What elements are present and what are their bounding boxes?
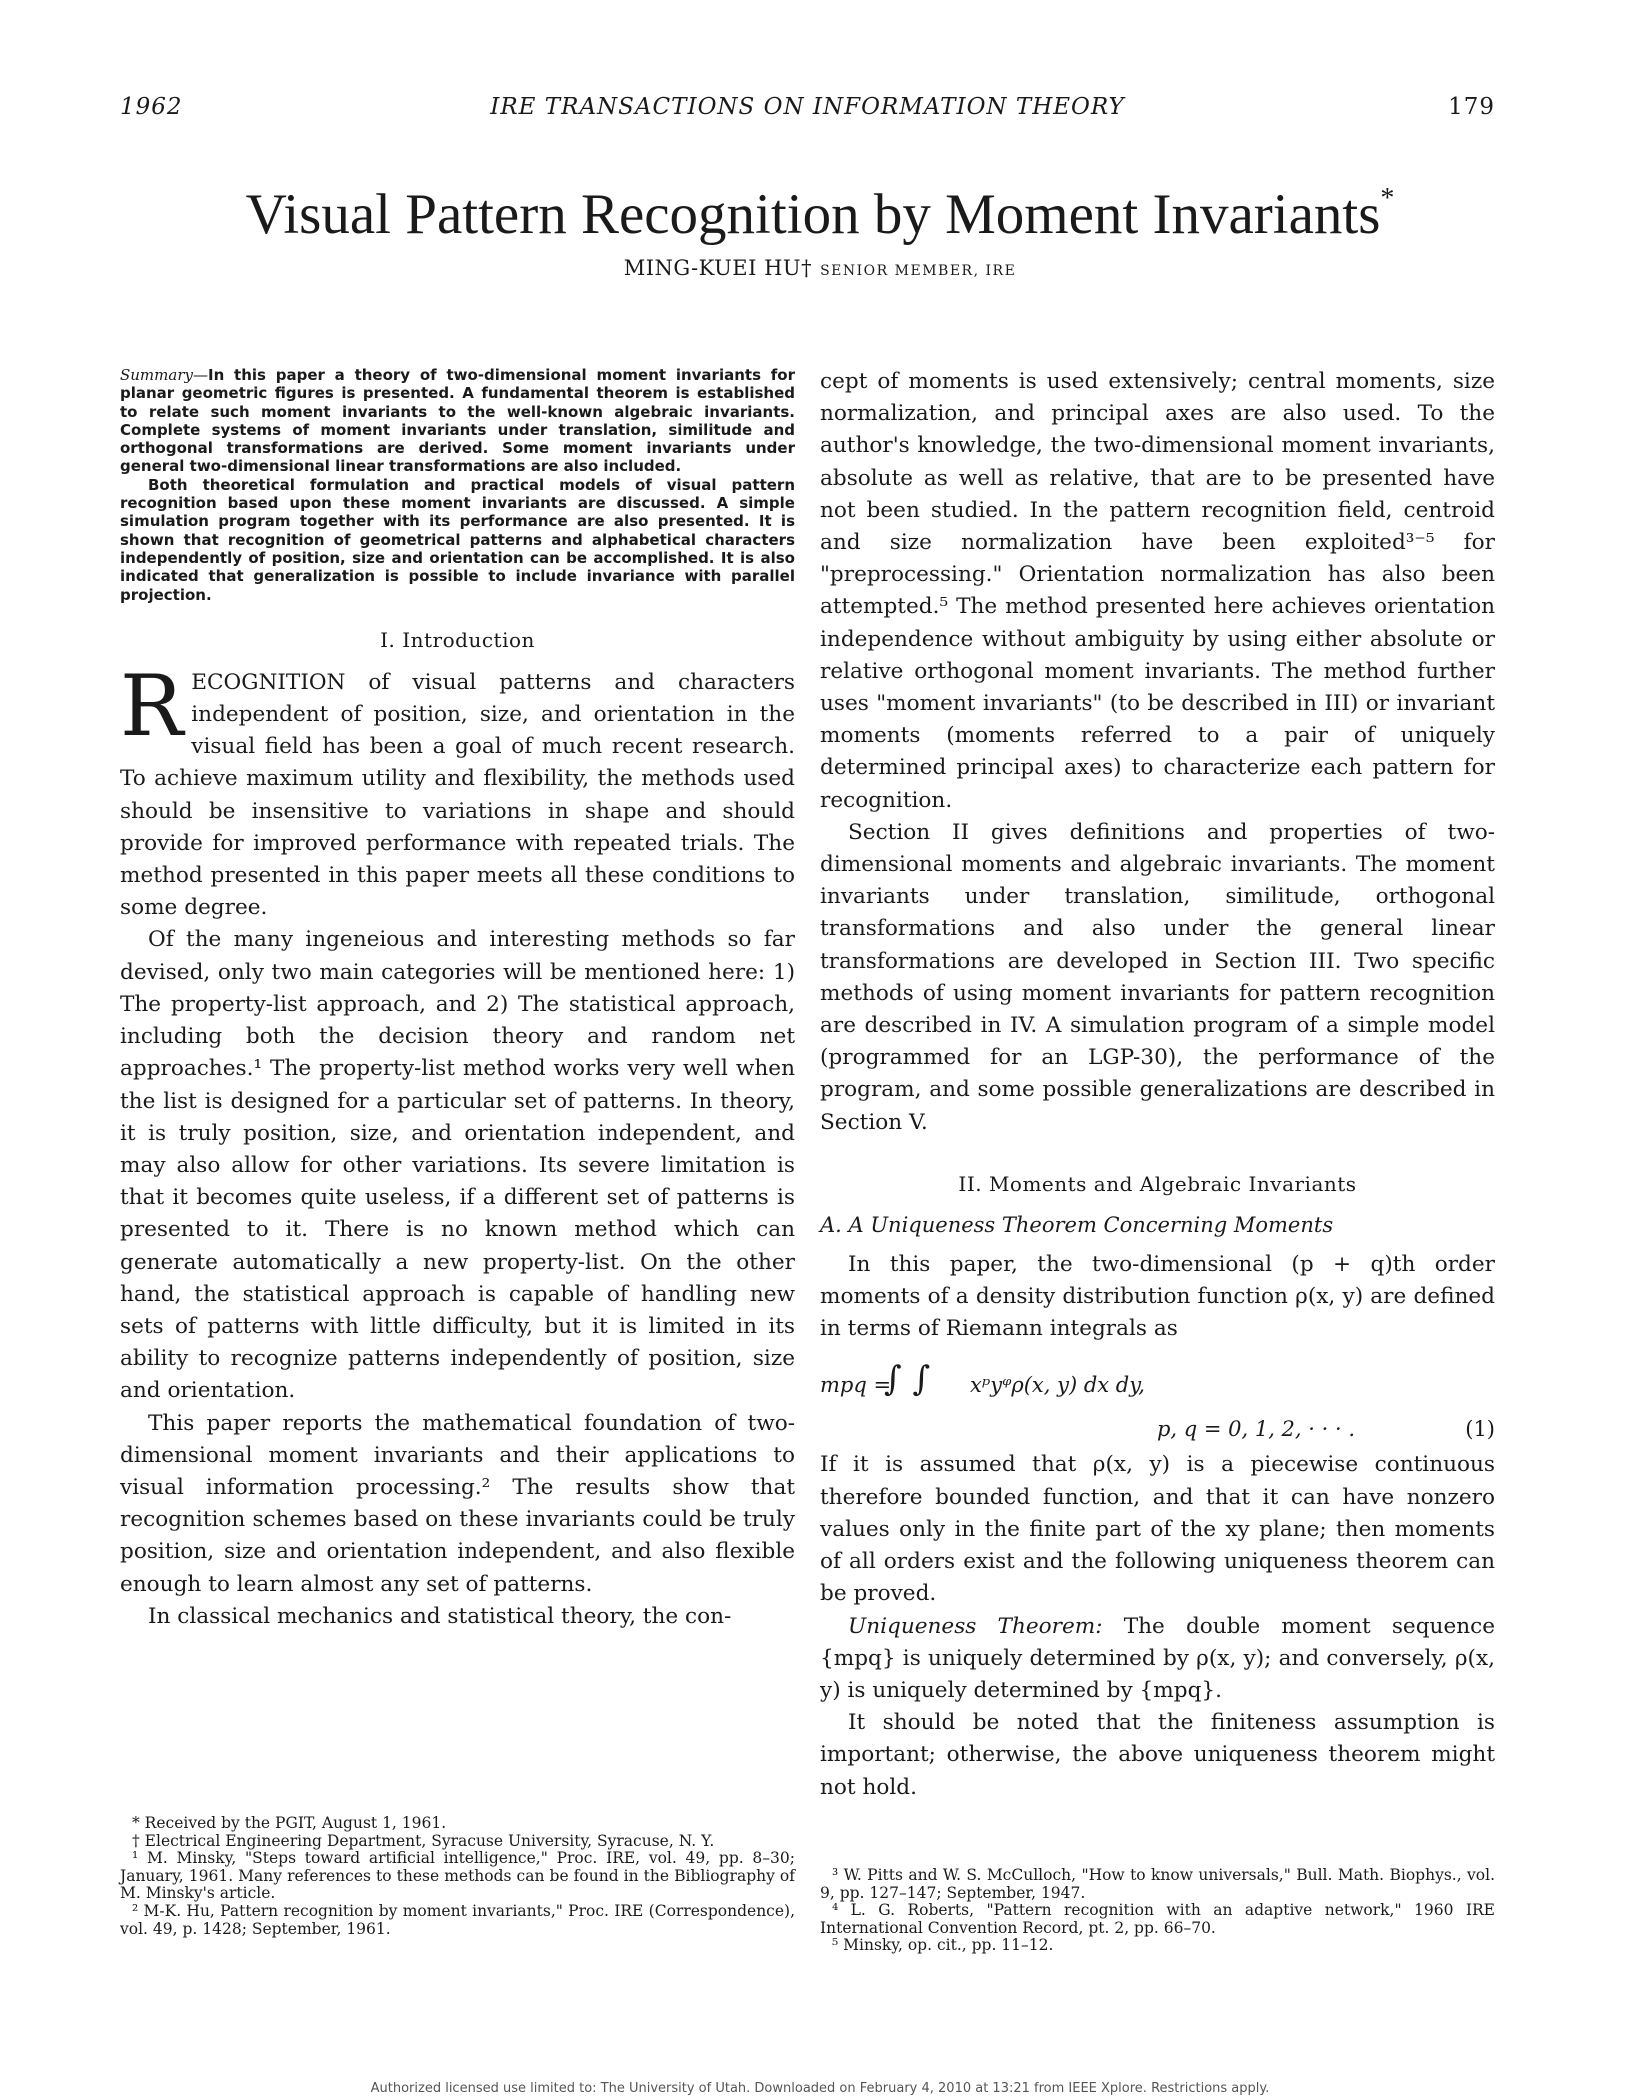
section-heading-introduction: I. Introduction xyxy=(380,627,535,652)
access-notice: Authorized licensed use limited to: The University of Utah. Downloaded on February 4, 2010 at 13:21 from IEEE Xplore. Restrictions apply. xyxy=(370,2081,1270,2096)
equation-number: (1) xyxy=(1465,1417,1495,1442)
running-header xyxy=(120,94,1495,124)
theorem-text: The double moment sequence {mpq} is uniquely determined by ρ(x, y); and conversely, ρ(x, y) is uniquely determined by {mpq}. xyxy=(820,1613,1496,1703)
author-name: MING-KUEI HU† xyxy=(623,256,813,280)
equation-integrals: ∫ ∫ xyxy=(884,1359,931,1400)
paper-title xyxy=(0,164,1640,250)
footnote-4: ⁴ L. G. Roberts, "Pattern recognition with an adaptive network," 1960 IRE International Convention Record, pt. 2, pp. 66–70. xyxy=(820,1901,1495,1937)
theorem-label: Uniqueness Theorem: xyxy=(848,1613,1103,1639)
header-page-number: 179 xyxy=(1448,94,1495,120)
equation-1 xyxy=(820,1353,1495,1449)
footnote-2: ² M-K. Hu, Pattern recognition by moment invariants," Proc. IRE (Correspondence), vol. 49, p. 1428; September, 1961. xyxy=(120,1901,795,1938)
abstract-text-1: In this paper a theory of two-dimensional moment invariants for planar geometric figures is presented. A fundamental theorem is established to relate such moment invariants to the well-known algebraic invariants. Complete systems of moment invariants under translation, similitude and orthogonal transformations are derived. Some moment invariants under general two-dimensional linear transformations are also included. xyxy=(120,366,795,476)
intro-paragraph-6: Section II gives definitions and properties of two-dimensional moments and algebraic invariants. The moment invariants under translation, similitude, orthogonal transformations and also under the general linear transformations are developed in Section III. Two specific methods of using moment invariants for pattern recognition are described in IV. A simulation program of a simple model (programmed for an LGP-30), the performance of the program, and some possible generalizations are described in Section V. xyxy=(820,819,1495,1135)
equation-condition: p, q = 0, 1, 2, · · · . xyxy=(1156,1417,1355,1442)
equation-rhs: xᵖyᵠρ(x, y) dx dy, xyxy=(970,1373,1145,1398)
left-column xyxy=(120,366,795,1633)
abstract-paragraph-1 xyxy=(120,366,795,476)
footnote-5: ⁵ Minsky, op. cit., pp. 11–12. xyxy=(832,1936,1054,1955)
equation-lhs: mpq = xyxy=(820,1373,892,1398)
subsection-heading-uniqueness: A. A Uniqueness Theorem Concerning Moments xyxy=(820,1212,1334,1237)
author-membership: SENIOR MEMBER, IRE xyxy=(820,263,1017,279)
footnote-3: ³ W. Pitts and W. S. McCulloch, "How to know universals," Bull. Math. Biophys., vol. 9, pp. 127–147; September, 1947. xyxy=(820,1866,1495,1902)
intro-paragraph-1-text: ECOGNITION of visual patterns and characters independent of position, size, and orientation in the visual field has been a goal of much recent research. To achieve maximum utility and flexibility, the methods used should be insensitive to variations in shape and should provide for improved performance with repeated trials. The method presented in this paper meets all these conditions to some degree. xyxy=(120,669,795,921)
author-line xyxy=(0,256,1640,280)
footnote-received: * Received by the PGIT, August 1, 1961. xyxy=(132,1814,447,1832)
drop-cap: R xyxy=(120,656,184,755)
section-heading-moments: II. Moments and Algebraic Invariants xyxy=(958,1171,1357,1196)
title-footnote-mark: * xyxy=(1380,183,1395,214)
intro-paragraph-1 xyxy=(120,656,795,925)
moments-paragraph-1: In this paper, the two-dimensional (p + q)th order moments of a density distribution function ρ(x, y) are defined in terms of Riemann integrals as xyxy=(820,1251,1495,1342)
uniqueness-theorem xyxy=(820,1611,1495,1708)
footnote-1: ¹ M. Minsky, "Steps toward artificial intelligence," Proc. IRE, vol. 49, pp. 8–30; January, 1961. Many references to these methods can be found in the Bibliography of M. Minsky's article. xyxy=(120,1849,795,1903)
footnotes-left xyxy=(120,1815,795,1938)
header-year: 1962 xyxy=(120,94,183,120)
footnotes-right xyxy=(820,1867,1495,1955)
moments-paragraph-3: It should be noted that the finiteness assumption is important; otherwise, the above uniqueness theorem might not hold. xyxy=(820,1710,1495,1800)
paper-title-text: Visual Pattern Recognition by Moment Invariants xyxy=(245,183,1381,246)
intro-paragraph-4: In classical mechanics and statistical theory, the con- xyxy=(148,1603,732,1629)
footnote-affiliation: † Electrical Engineering Department, Syracuse University, Syracuse, N. Y. xyxy=(132,1831,715,1850)
moments-paragraph-2: If it is assumed that ρ(x, y) is a piecewise continuous therefore bounded function, and that it can have nonzero values only in the finite part of the xy plane; then moments of all orders exist and the following uniqueness theorem can be proved. xyxy=(820,1452,1495,1607)
abstract-lead: Summary— xyxy=(120,366,208,384)
header-journal: IRE TRANSACTIONS ON INFORMATION THEORY xyxy=(490,94,1125,120)
intro-paragraph-5: cept of moments is used extensively; central moments, size normalization, and principal axes are also used. To the author's knowledge, the two-dimensional moment invariants, absolute as well as relative, that are to be presented have not been studied. In the pattern recognition field, centroid and size normalization have been exploited³⁻⁵ for "preprocessing." Orientation normalization has also been attempted.⁵ The method presented here achieves orientation independence without ambiguity by using either absolute or relative orthogonal moment invariants. The method further uses "moment invariants" (to be described in III) or invariant moments (moments referred to a pair of uniquely determined principal axes) to characterize each pattern for recognition. xyxy=(820,369,1495,813)
intro-paragraph-3: This paper reports the mathematical foundation of two-dimensional moment invariants and their applications to visual information processing.² The results show that recognition schemes based on these invariants could be truly position, size and orientation independent, and also flexible enough to learn almost any set of patterns. xyxy=(120,1410,795,1597)
abstract-paragraph-2: Both theoretical formulation and practical models of visual pattern recognition based upon these moment invariants are discussed. A simple simulation program together with its performance are also presented. It is shown that recognition of geometrical patterns and alphabetical characters independently of position, size and orientation can be accomplished. It is also indicated that generalization is possible to include invariance with parallel projection. xyxy=(120,475,795,604)
intro-paragraph-2: Of the many ingeneious and interesting methods so far devised, only two main categories will be mentioned here: 1) The property-list approach, and 2) The statistical approach, including both the decision theory and random net approaches.¹ The property-list method works very well when the list is designed for a particular set of patterns. In theory, it is truly position, size, and orientation independent, and may also allow for other variations. Its severe limitation is that it becomes quite useless, if a different set of patterns is presented to it. There is no known method which can generate automatically a new property-list. On the other hand, the statistical approach is capable of handling new sets of patterns with little difficulty, but it is limited in its ability to recognize patterns independently of position, size and orientation. xyxy=(120,927,795,1404)
right-column xyxy=(820,366,1495,1804)
